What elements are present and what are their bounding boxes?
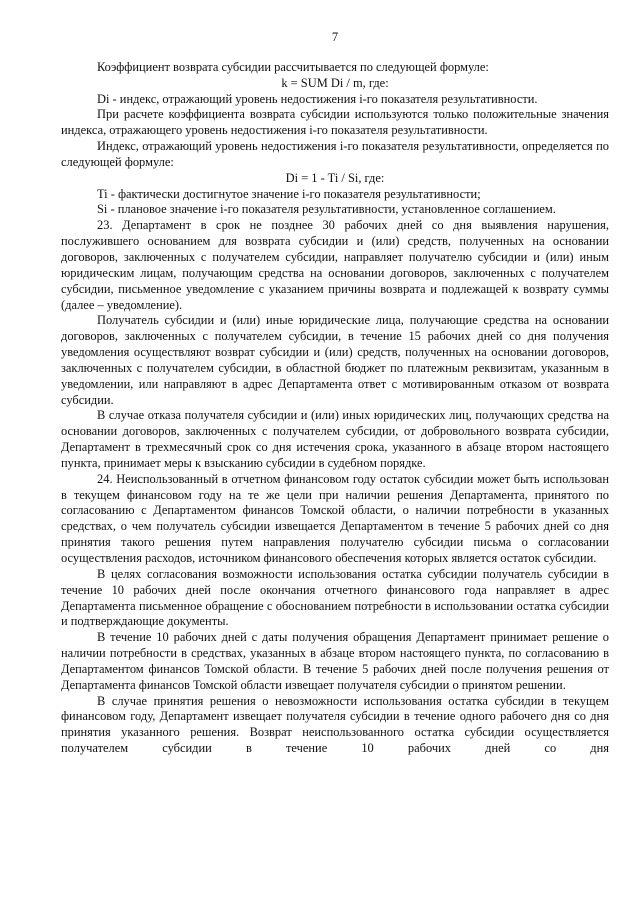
formula-di: Di = 1 - Ti / Si, где: — [285, 170, 385, 185]
paragraph-positive-values: При расчете коэффициента возврата субсидии используются только положительные значения индекса, отражающего уровень недостижения i-го показателя результативности. — [61, 107, 609, 138]
paragraph-index-intro: Индекс, отражающий уровень недостижения i-го показателя результативности, определяется по следующей формуле: — [61, 139, 609, 169]
paragraph-clause-24: 24. Неиспользованный в отчетном финансовом году остаток субсидии может быть использован в текущем финансовом году на те же цели при наличии решения Департамента, принятого по согласованию с Департаментом финансов Томской области, о наличии потребности в указанных средствах, о чем получатель субсидии извещается Департаментом в течение 5 рабочих дней со дня принятия такого решения путем направления получателю субсидии письма о согласовании осуществления расходов, источником финансового обеспечения которых является остаток субсидии. — [61, 471, 609, 565]
paragraph-coefficient-intro: Коэффициент возврата субсидии рассчитывается по следующей формуле: — [97, 59, 489, 74]
paragraph-si-definition: Si - плановое значение i-го показателя результативности, установленное соглашением. — [97, 202, 556, 217]
paragraph-clause-23: 23. Департамент в срок не позднее 30 рабочих дней со дня выявления нарушения, послужившего основанием для возврата субсидии и (или) средств, полученных на основании договоров, заключенных с получателем субсидии, направляет получателю субсидии и (или) иным юридическим лицам, получающим средства на основании договоров, заключенных с получателем субсидии, письменное уведомление с указанием причины возврата и подлежащей к возврату суммы (далее – уведомление). — [61, 218, 609, 312]
paragraph-ti-definition: Ti - фактически достигнутое значение i-го показателя результативности; — [97, 186, 481, 201]
page-number: 7 — [331, 30, 339, 44]
paragraph-impossibility-case: В случае принятия решения о невозможности использования остатка субсидии в текущем финансовом году, Департамент извещает получателя субсидии в течение одного рабочего дня со дня принятия указанного решения. Возврат неиспользованного остатка субсидии осуществляется получателем субсидии в течение 10 рабочих дней со дня — [61, 693, 609, 756]
formula-k: k = SUM Di / m, где: — [281, 75, 389, 90]
paragraph-refusal-case: В случае отказа получателя субсидии и (или) иных юридических лиц, получающих средства на основании договоров, заключенных с получателем субсидии, от добровольного возврата субсидии, Департамент в трехмесячный срок со дня истечения срока, указанного в абзаце втором настоящего пункта, принимает меры к взысканию субсидии в судебном порядке. — [61, 408, 609, 470]
paragraph-approval-request: В целях согласования возможности использования остатка субсидии получатель субсидии в течение 10 рабочих дней после окончания отчетного финансового года направляет в адрес Департамента письменное обращение с обоснованием потребности в использовании остатка субсидии и подтверждающие документы. — [61, 566, 609, 629]
paragraph-decision-period: В течение 10 рабочих дней с даты получения обращения Департамент принимает решение о наличии потребности в средствах, указанных в абзаце втором настоящего пункта, по согласованию в Департаментом финансов Томской области. В течение 5 рабочих дней после получения решения от Департамента финансов Томской области извещает получателя субсидии о принятом решении. — [61, 630, 609, 692]
paragraph-recipient-return: Получатель субсидии и (или) иные юридические лица, получающие средства на основании договоров, заключенных с получателем субсидии, в течение 15 рабочих дней со дня получения уведомления осуществляют возврат субсидии и (или) средств, полученных на основании договоров, заключенных с получателем субсидии, в областной бюджет по платежным реквизитам, указанным в уведомлении, или направляют в адрес Департамента ответ с мотивированным отказом от возврата субсидии. — [61, 313, 609, 407]
paragraph-di-definition: Di - индекс, отражающий уровень недостижения i-го показателя результативности. — [97, 91, 538, 106]
